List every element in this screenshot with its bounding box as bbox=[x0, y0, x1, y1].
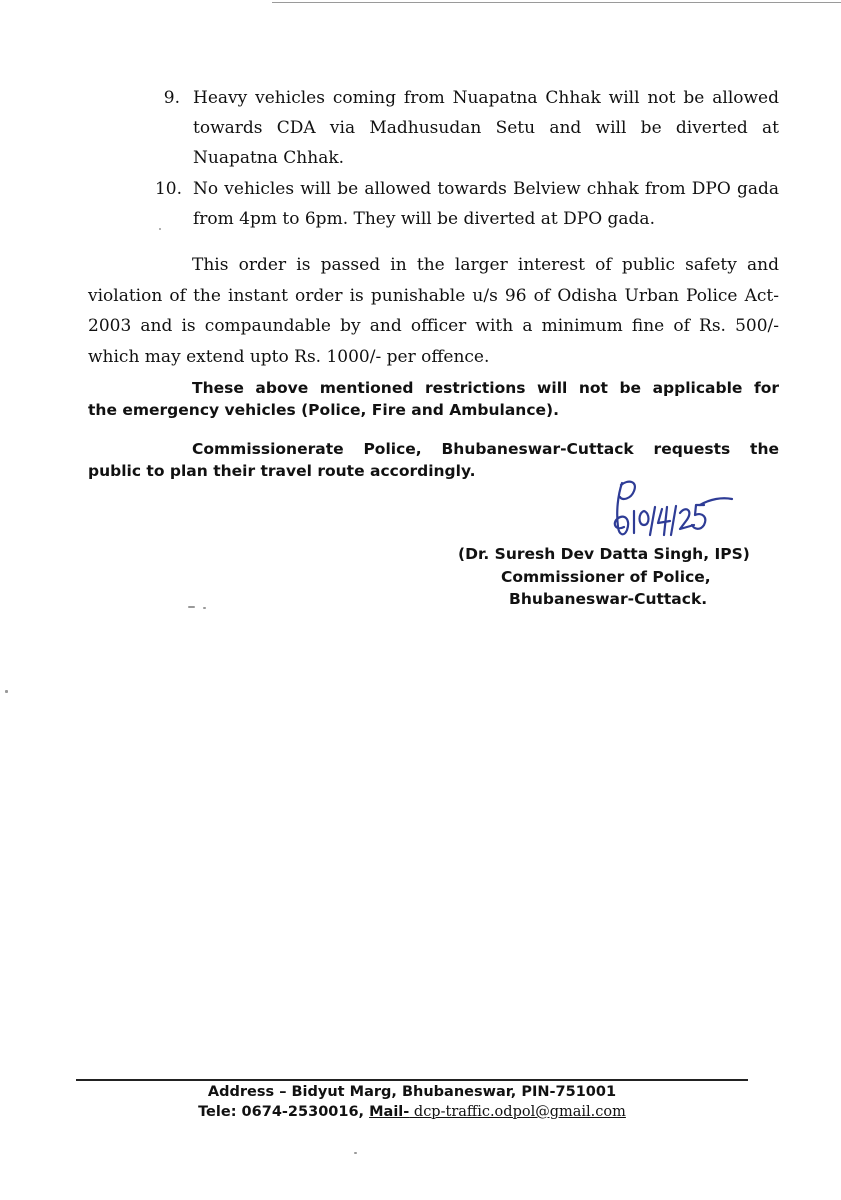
scan-speck bbox=[159, 228, 161, 230]
handwritten-signature bbox=[600, 475, 740, 545]
item-line: Heavy vehicles coming from Nuapatna Chhak will not be allowed bbox=[193, 88, 779, 108]
footer-contact bbox=[76, 1102, 748, 1122]
item-line: from 4pm to 6pm. They will be diverted at DPO gada. bbox=[193, 209, 655, 229]
officer-location: Bhubaneswar-Cuttack. bbox=[509, 590, 708, 608]
item-number: 10. bbox=[154, 179, 182, 199]
paragraph-line: This order is passed in the larger interest of public safety and bbox=[192, 255, 779, 275]
footer-address: Address – Bidyut Marg, Bhubaneswar, PIN-751001 bbox=[207, 1084, 617, 1100]
signature-block bbox=[440, 543, 780, 611]
officer-name: (Dr. Suresh Dev Datta Singh, IPS) bbox=[458, 545, 750, 563]
request-line: public to plan their travel route accordingly. bbox=[88, 462, 476, 480]
note-line: the emergency vehicles (Police, Fire and Ambulance). bbox=[88, 401, 560, 419]
tele-label: Tele: bbox=[198, 1104, 242, 1120]
note-line: These above mentioned restrictions will not be applicable for bbox=[192, 379, 779, 397]
restriction-note bbox=[88, 377, 779, 421]
request-line: Commissionerate Police, Bhubaneswar-Cuttack requests the bbox=[192, 440, 779, 458]
tele-value: 0674-2530016, bbox=[241, 1104, 370, 1120]
item-text bbox=[193, 174, 779, 234]
scan-speck bbox=[5, 690, 8, 693]
scan-speck bbox=[188, 606, 195, 608]
footer-rule bbox=[76, 1079, 748, 1081]
scan-speck bbox=[354, 1152, 357, 1154]
item-line: Nuapatna Chhak. bbox=[193, 148, 345, 168]
scan-speck bbox=[203, 607, 206, 609]
officer-designation: Commissioner of Police, bbox=[501, 567, 711, 586]
item-line: towards CDA via Madhusudan Setu and will be diverted at bbox=[193, 118, 779, 138]
item-number: 9. bbox=[163, 88, 180, 108]
order-paragraph bbox=[88, 250, 779, 372]
paragraph-line: 2003 and is compaundable by and officer with a minimum fine of Rs. 500/- bbox=[88, 316, 779, 336]
paragraph-line: violation of the instant order is punishable u/s 96 of Odisha Urban Police Act- bbox=[88, 285, 779, 306]
top-rule bbox=[272, 2, 841, 3]
item-line: No vehicles will be allowed towards Belview chhak from DPO gada bbox=[193, 179, 779, 199]
mail-link[interactable]: dcp-traffic.odpol@gmail.com bbox=[409, 1104, 626, 1120]
footer bbox=[76, 1082, 748, 1122]
paragraph-line: which may extend upto Rs. 1000/- per offence. bbox=[88, 346, 490, 367]
mail-label: Mail- bbox=[369, 1104, 410, 1120]
item-text bbox=[193, 83, 779, 173]
